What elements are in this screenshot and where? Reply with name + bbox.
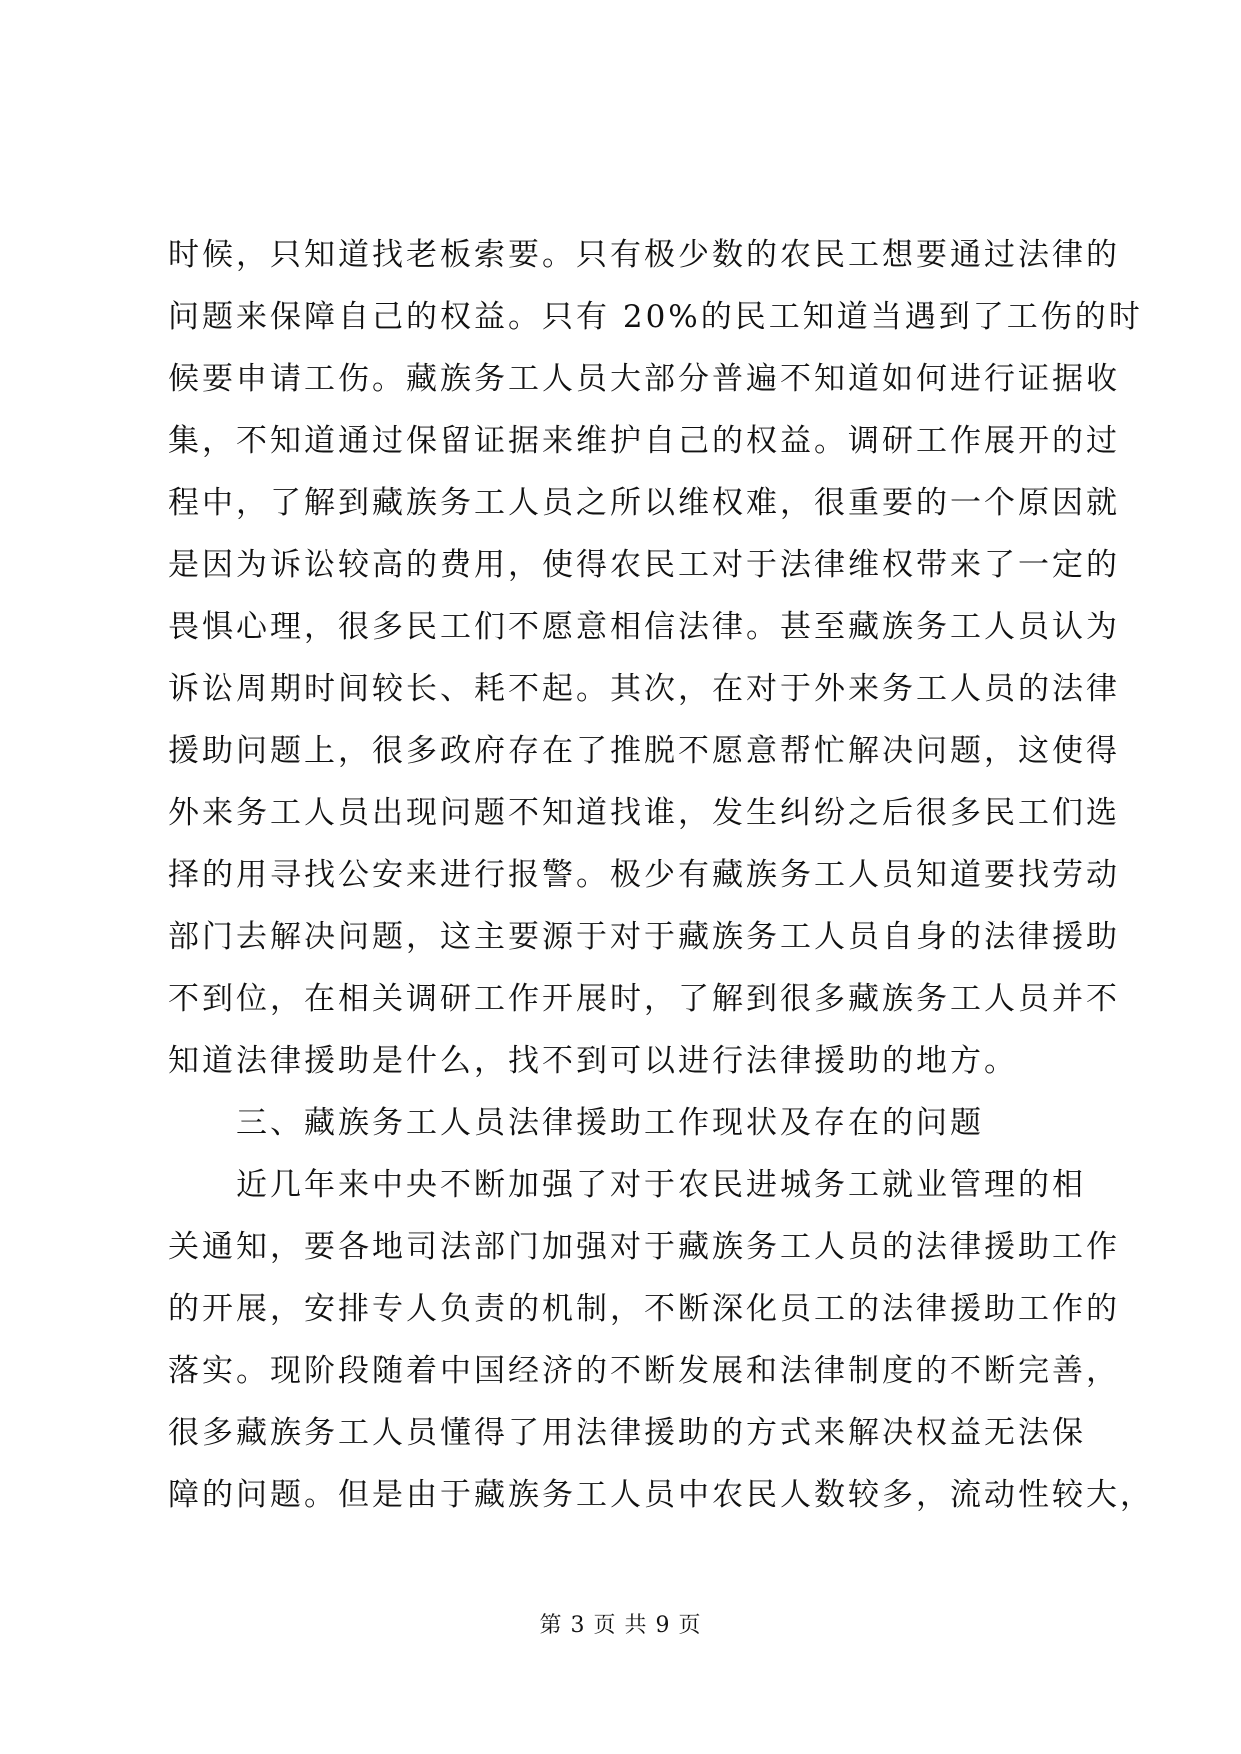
text-line: 问题来保障自己的权益。只有 20%的民工知道当遇到了工伤的时	[168, 299, 1143, 335]
body-text	[168, 230, 1154, 1532]
paragraph-first-line: 近几年来中央不断加强了对于农民进城务工就业管理的相	[236, 1167, 1086, 1203]
section-heading: 三、藏族务工人员法律援助工作现状及存在的问题	[236, 1105, 984, 1141]
text-line: 择的用寻找公安来进行报警。极少有藏族务工人员知道要找劳动	[168, 857, 1120, 893]
text-line: 不到位，在相关调研工作开展时，了解到很多藏族务工人员并不	[168, 981, 1120, 1017]
text-line: 知道法律援助是什么，找不到可以进行法律援助的地方。	[168, 1043, 1018, 1079]
text-line: 障的问题。但是由于藏族务工人员中农民人数较多，流动性较大，	[168, 1477, 1154, 1513]
text-line: 的开展，安排专人负责的机制，不断深化员工的法律援助工作的	[168, 1291, 1120, 1327]
text-line: 很多藏族务工人员懂得了用法律援助的方式来解决权益无法保	[168, 1415, 1086, 1451]
text-line: 诉讼周期时间较长、耗不起。其次，在对于外来务工人员的法律	[168, 671, 1120, 707]
text-line: 是因为诉讼较高的费用，使得农民工对于法律维权带来了一定的	[168, 547, 1120, 583]
text-line: 落实。现阶段随着中国经济的不断发展和法律制度的不断完善，	[168, 1353, 1120, 1389]
text-line: 时候，只知道找老板索要。只有极少数的农民工想要通过法律的	[168, 237, 1120, 273]
text-line: 关通知，要各地司法部门加强对于藏族务工人员的法律援助工作	[168, 1229, 1120, 1265]
text-line: 部门去解决问题，这主要源于对于藏族务工人员自身的法律援助	[168, 919, 1120, 955]
text-line: 集，不知道通过保留证据来维护自己的权益。调研工作展开的过	[168, 423, 1120, 459]
text-line: 援助问题上，很多政府存在了推脱不愿意帮忙解决问题，这使得	[168, 733, 1120, 769]
text-line: 外来务工人员出现问题不知道找谁，发生纠纷之后很多民工们选	[168, 795, 1120, 831]
text-line: 程中，了解到藏族务工人员之所以维权难，很重要的一个原因就	[168, 485, 1120, 521]
text-line: 畏惧心理，很多民工们不愿意相信法律。甚至藏族务工人员认为	[168, 609, 1120, 645]
text-line: 候要申请工伤。藏族务工人员大部分普遍不知道如何进行证据收	[168, 361, 1120, 397]
page-footer: 第 3 页 共 9 页	[539, 1613, 702, 1638]
